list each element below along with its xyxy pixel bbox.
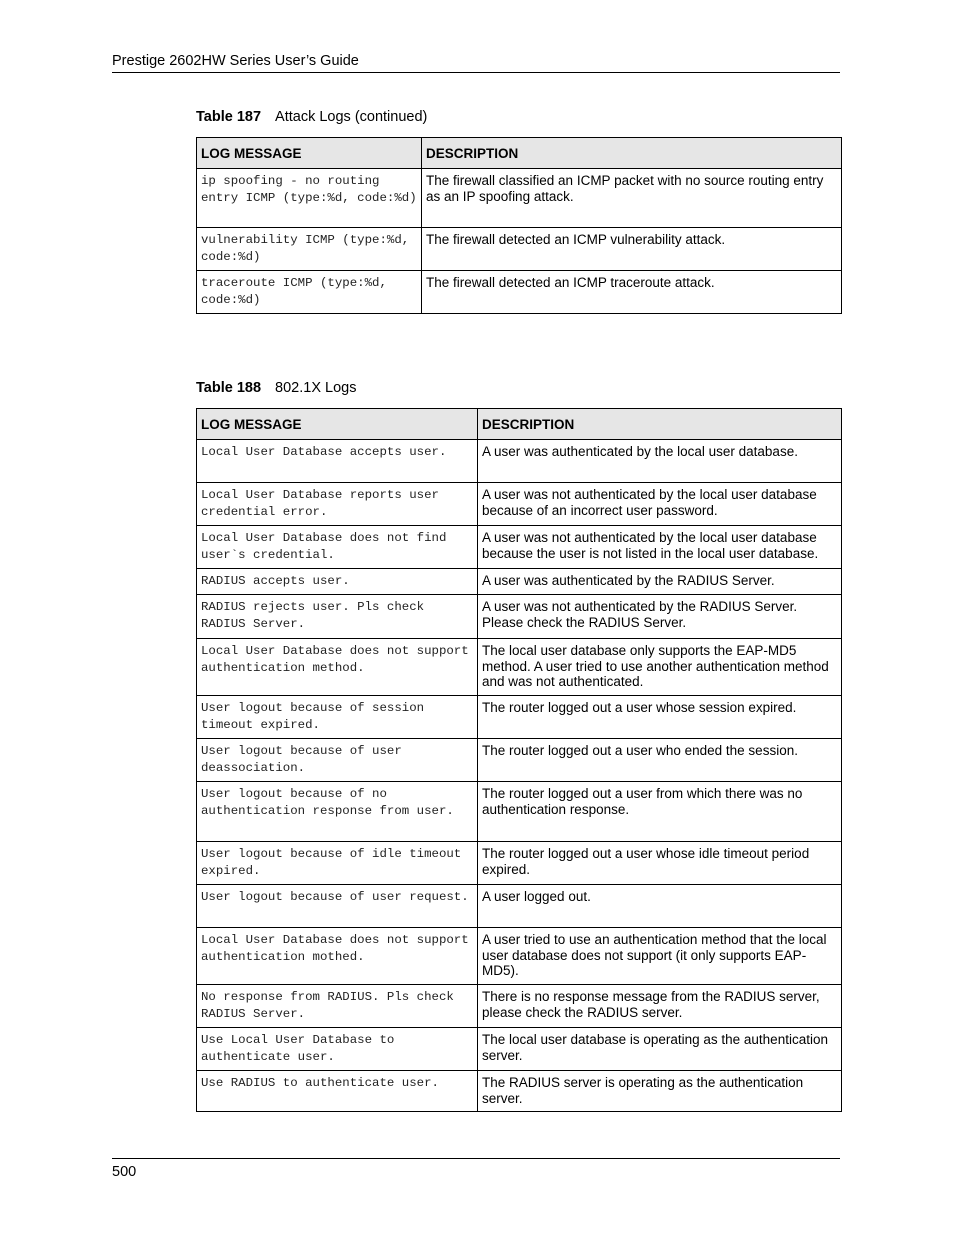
description-cell: The firewall detected an ICMP vulnerability attack. bbox=[422, 228, 842, 271]
description-cell: The local user database is operating as the authentication server. bbox=[478, 1028, 842, 1071]
table-row bbox=[197, 1071, 842, 1112]
dot1x-logs-body bbox=[197, 440, 842, 1112]
table-row bbox=[197, 440, 842, 483]
log-message-cell: Local User Database does not support authentication mothed. bbox=[197, 928, 478, 985]
table-row bbox=[197, 271, 842, 314]
log-message-cell: User logout because of idle timeout expired. bbox=[197, 842, 478, 885]
description-cell: A user was authenticated by the local user database. bbox=[478, 440, 842, 483]
column-header-description: DESCRIPTION bbox=[422, 138, 842, 169]
log-message-cell: RADIUS rejects user. Pls check RADIUS Server. bbox=[197, 595, 478, 639]
table-row bbox=[197, 985, 842, 1028]
description-cell: The local user database only supports the EAP-MD5 method. A user tried to use another authentication method and was not authenticated. bbox=[478, 639, 842, 696]
table-row bbox=[197, 739, 842, 782]
table-187-title: Attack Logs (continued) bbox=[275, 109, 428, 125]
column-header-log-message: LOG MESSAGE bbox=[197, 409, 478, 440]
table-187-caption bbox=[196, 108, 427, 126]
page-number: 500 bbox=[112, 1164, 137, 1180]
table-188-number: Table 188 bbox=[196, 380, 262, 396]
description-cell: A user logged out. bbox=[478, 885, 842, 928]
log-message-cell: traceroute ICMP (type:%d, code:%d) bbox=[197, 271, 422, 314]
description-cell: The firewall classified an ICMP packet with no source routing entry as an IP spoofing attack. bbox=[422, 169, 842, 228]
description-cell: The router logged out a user who ended the session. bbox=[478, 739, 842, 782]
log-message-cell: Local User Database does not find user`s credential. bbox=[197, 526, 478, 569]
description-cell: A user was authenticated by the RADIUS Server. bbox=[478, 569, 842, 595]
table-row bbox=[197, 885, 842, 928]
log-message-cell: vulnerability ICMP (type:%d, code:%d) bbox=[197, 228, 422, 271]
attack-logs-table bbox=[196, 137, 842, 314]
column-header-log-message: LOG MESSAGE bbox=[197, 138, 422, 169]
table-row bbox=[197, 169, 842, 228]
table-188-title: 802.1X Logs bbox=[275, 380, 357, 396]
table-188-caption bbox=[196, 379, 356, 397]
description-cell: A user was not authenticated by the local user database because of an incorrect user password. bbox=[478, 483, 842, 526]
description-cell: There is no response message from the RADIUS server, please check the RADIUS server. bbox=[478, 985, 842, 1028]
description-cell: The RADIUS server is operating as the authentication server. bbox=[478, 1071, 842, 1112]
page-footer bbox=[112, 1158, 840, 1180]
table-187-number: Table 187 bbox=[196, 109, 262, 125]
log-message-cell: Local User Database reports user credential error. bbox=[197, 483, 478, 526]
table-row bbox=[197, 696, 842, 739]
table-row bbox=[197, 569, 842, 595]
table-row bbox=[197, 928, 842, 985]
log-message-cell: User logout because of no authentication response from user. bbox=[197, 782, 478, 842]
table-row bbox=[197, 842, 842, 885]
page-header bbox=[112, 52, 840, 73]
table-row bbox=[197, 639, 842, 696]
description-cell: The router logged out a user from which there was no authentication response. bbox=[478, 782, 842, 842]
table-row bbox=[197, 595, 842, 639]
log-message-cell: Use RADIUS to authenticate user. bbox=[197, 1071, 478, 1112]
log-message-cell: Local User Database does not support authentication method. bbox=[197, 639, 478, 696]
guide-title: Prestige 2602HW Series User’s Guide bbox=[112, 53, 359, 69]
table-row bbox=[197, 483, 842, 526]
log-message-cell: User logout because of user deassociation. bbox=[197, 739, 478, 782]
description-cell: A user was not authenticated by the RADIUS Server. Please check the RADIUS Server. bbox=[478, 595, 842, 639]
log-message-cell: Use Local User Database to authenticate user. bbox=[197, 1028, 478, 1071]
description-cell: The router logged out a user whose session expired. bbox=[478, 696, 842, 739]
log-message-cell: No response from RADIUS. Pls check RADIUS Server. bbox=[197, 985, 478, 1028]
log-message-cell: ip spoofing - no routing entry ICMP (type:%d, code:%d) bbox=[197, 169, 422, 228]
column-header-description: DESCRIPTION bbox=[478, 409, 842, 440]
log-message-cell: User logout because of session timeout expired. bbox=[197, 696, 478, 739]
table-row bbox=[197, 526, 842, 569]
table-row bbox=[197, 1028, 842, 1071]
description-cell: The router logged out a user whose idle timeout period expired. bbox=[478, 842, 842, 885]
description-cell: A user tried to use an authentication method that the local user database does not support (it only supports EAP-MD5). bbox=[478, 928, 842, 985]
description-cell: The firewall detected an ICMP traceroute attack. bbox=[422, 271, 842, 314]
log-message-cell: Local User Database accepts user. bbox=[197, 440, 478, 483]
table-row bbox=[197, 782, 842, 842]
log-message-cell: RADIUS accepts user. bbox=[197, 569, 478, 595]
log-message-cell: User logout because of user request. bbox=[197, 885, 478, 928]
dot1x-logs-table bbox=[196, 408, 842, 1112]
description-cell: A user was not authenticated by the local user database because the user is not listed in the local user database. bbox=[478, 526, 842, 569]
table-row bbox=[197, 228, 842, 271]
